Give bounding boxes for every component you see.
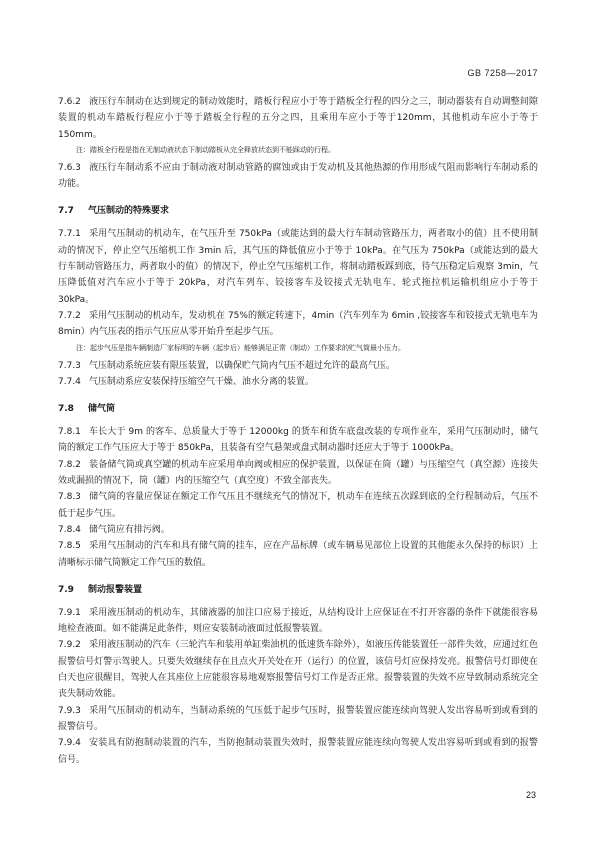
clause-paragraph [58,538,538,571]
section-number: 7.9 [58,584,74,595]
clause-number: 7.7.3 [58,360,81,371]
clause-text: 气压制动系统应装有限压装置，以确保贮气筒内气压不超过允许的最高气压。 [88,360,395,371]
section-title: 制动报警装置 [87,584,142,595]
clause-paragraph [58,457,538,490]
clause-paragraph [58,703,538,736]
clause-number: 7.9.2 [58,640,81,651]
clause-text: 装备储气筒或真空罐的机动车应采用单向阀或相应的保护装置，以保证在筒（罐）与压缩空气（真空源）连接失效或漏损的情况下，筒（罐）内的压缩空气（真空度）不致全部丧失。 [58,459,538,487]
clause-text: 采用气压制动的机动车，在气压升至 750kPa（或能达到的最大行车制动管路压力，两者取小的值）且不使用制动的情况下，停止空气压缩机工作 3min 后，其气压的降低值应小于等于 10kPa。在气压为 750kPa（或能达到的最大行车制动管路压力，两者取小的值）的情况下，停止空气压缩机工作，将制动踏板踩到底，待气压稳定后观察 3min，气压降低值对汽车应小于等于 20kPa，对汽车列车、铰接客车及铰接式无轨电车、轮式拖拉机运输机组应小于等于 30kPa。 [58,229,538,305]
clause-text: 采用气压制动的汽车和具有储气筒的挂车，应在产品标牌（或车辆易见部位上设置的其他能永久保持的标识）上清晰标示储气筒额定工作气压的数值。 [58,541,538,568]
clause-number: 7.7.2 [58,310,81,321]
section-number: 7.7 [58,206,74,217]
clause-text: 液压行车制动系不应由于制动液对制动管路的腐蚀或由于发动机及其他热源的作用形成气阻而影响行车制动系的功能。 [58,162,538,190]
clause-number: 7.8.1 [58,427,81,438]
clause-paragraph [58,522,538,538]
clause-paragraph [58,308,538,341]
clause-number: 7.8.5 [58,541,81,552]
section-heading [58,203,538,219]
clause-paragraph [58,374,538,390]
clause-paragraph [58,226,538,307]
clause-text: 采用液压制动的汽车（三轮汽车和装用单缸柴油机的低速货车除外），如液压传能装置任一部件失效，应通过红色报警信号灯警示驾驶人。只要失效继续存在且点火开关处在开（运行）的位置，该信号灯应保持发亮。报警信号灯即使在白天也应很醒目，驾驶人在其座位上应能很容易地观察报警信号灯工作是否正常。报警装置的失效不应导致制动系统完全丧失制动效能。 [58,640,538,700]
note-text: 注：踏板全行程是指在无制动液状态下制动踏板从完全释放状态到不能踩动的行程。 [76,145,335,154]
clause-number: 7.8.4 [58,524,81,535]
clause-number: 7.9.4 [58,738,81,749]
clause-paragraph [58,424,538,457]
clause-paragraph [58,160,538,193]
clause-text: 车长大于 9m 的客车、总质量大于等于 12000kg 的货车和货车底盘改装的专项作业车，采用气压制动时，储气筒的额定工作气压应大于等于 850kPa，且装备有空气悬架或盘式制动器时还应大于等于 1000kPa。 [58,427,538,454]
section-heading [58,582,538,598]
clause-text: 液压行车制动在达到规定的制动效能时，踏板行程应小于等于踏板全行程的四分之三，制动器装有自动调整间隙装置的机动车踏板行程应小于等于踏板全行程的五分之四，且乘用车应小于等于120mm，其他机动车应小于等于 150mm。 [58,97,538,140]
clause-paragraph [58,605,538,638]
clause-number: 7.7.4 [58,376,81,387]
section-title: 气压制动的特殊要求 [87,206,169,217]
clause-text: 安装具有防抱制动装置的汽车，当防抱制动装置失效时，报警装置应能连续向驾驶人发出容易听到或看到的报警信号。 [58,738,538,765]
page-number: 23 [525,790,536,800]
section-title: 储气筒 [87,404,115,415]
section-heading [58,401,538,417]
clause-text: 储气筒的容量应保证在额定工作气压且不继续充气的情况下，机动车在连续五次踩到底的全行程制动后，气压不低于起步气压。 [58,492,538,519]
standard-number-header: GB 7258—2017 [467,68,538,78]
clause-text: 采用液压制动的机动车，其储液器的加注口应易于接近，从结构设计上应保证在不打开容器的条件下就能很容易地检查液面。如不能满足此条件，则应安装制动液面过低报警装置。 [58,607,538,635]
clause-number: 7.6.2 [58,97,81,107]
clause-paragraph [58,637,538,702]
note-text: 注：起步气压是指车辆制造厂家标明的车辆（起步后）能够满足正常（制动）工作要求的贮气筒最小压力。 [76,343,405,352]
clause-paragraph [58,94,538,143]
clause-paragraph [58,735,538,768]
clause-number: 7.9.1 [58,607,81,618]
section-number: 7.8 [58,404,74,415]
document-body [58,94,538,768]
clause-text: 采用气压制动的机动车，当制动系统的气压低于起步气压时，报警装置应能连续向驾驶人发出容易听到或看到的报警信号。 [58,705,538,732]
clause-number: 7.8.2 [58,459,81,470]
clause-paragraph [58,489,538,522]
clause-text: 储气筒应有排污阀。 [88,524,170,535]
clause-text: 采用气压制动的机动车，发动机在 75%的额定转速下，4min（汽车列车为 6min ,铰接客车和铰接式无轨电车为 8min）内气压表的指示气压应从零开始升至起步气压。 [58,310,538,338]
clause-number: 7.6.3 [58,162,81,173]
clause-paragraph [58,358,538,374]
clause-text: 气压制动系应安装保持压缩空气干燥、油水分离的装置。 [88,376,314,387]
clause-number: 7.8.3 [58,492,81,503]
clause-number: 7.9.3 [58,705,81,716]
clause-number: 7.7.1 [58,229,81,240]
